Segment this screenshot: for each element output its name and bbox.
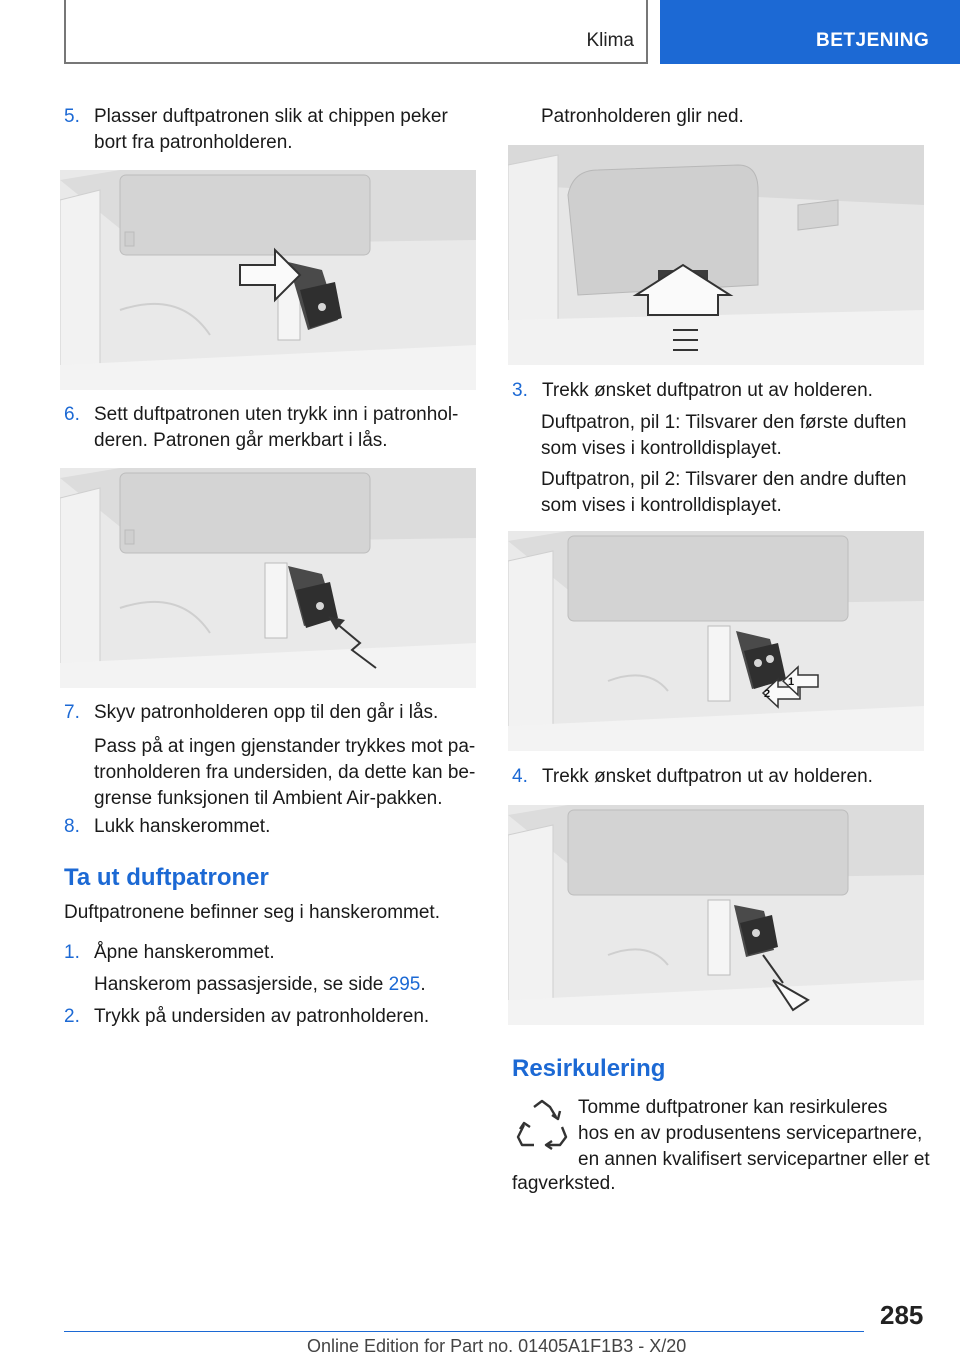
step-number: 3.	[512, 380, 528, 401]
step-text: Trykk på undersiden av patronholderen.	[94, 1006, 430, 1027]
note-text: Hanskerom passasjerside, se side	[94, 974, 389, 995]
step-number: 1.	[64, 942, 80, 963]
note-line: grense funksjonen til Ambient Air-pakken.	[94, 788, 443, 809]
footer-divider	[64, 1331, 864, 1332]
step-3-note-2	[541, 467, 906, 519]
step-5	[64, 104, 484, 156]
footer-edition: Online Edition for Part no. 01405A1F1B3 - X/20	[307, 1336, 687, 1356]
intro-text: Duftpatronene befinner seg i hanskerommet.	[64, 902, 440, 923]
recycle-line: hos en av produsentens servicepartnere,	[578, 1123, 923, 1144]
step-1-note	[94, 972, 426, 998]
step-text: Åpne hanskerommet.	[94, 942, 275, 963]
step-6	[64, 402, 484, 454]
step-text: Trekk ønsket duftpatron ut av holderen.	[542, 380, 873, 401]
page-number: 285	[880, 1300, 924, 1330]
step-4	[512, 764, 942, 790]
note-line: tronholderen fra undersiden, da dette kan be-	[94, 762, 476, 783]
header-chapter-label: BETJENING	[816, 30, 930, 51]
page-link[interactable]: 295	[388, 974, 421, 995]
recycle-line: en annen kvalifisert servicepartner eller et	[578, 1149, 930, 1170]
note-line: som vises i kontrolldisplayet.	[541, 495, 782, 516]
illustration-insert-cartridge	[60, 170, 476, 390]
step-text: Trekk ønsket duftpatron ut av holderen.	[542, 766, 873, 787]
step-text: deren. Patronen går merkbart i lås.	[94, 430, 388, 451]
step-7-note	[94, 734, 475, 812]
note-text: .	[420, 974, 426, 995]
arrow-label-2: 2	[764, 688, 771, 700]
step-number: 4.	[512, 766, 528, 787]
step-1	[64, 940, 484, 966]
recycle-line: Tomme duftpatroner kan resirkuleres	[578, 1097, 888, 1118]
step-text: Sett duftpatronen uten trykk inn i patronhol-	[94, 404, 459, 425]
step-number: 5.	[64, 106, 80, 127]
header-section-title: Klima	[586, 30, 634, 51]
recycle-text	[578, 1095, 930, 1173]
step-8	[64, 814, 484, 840]
recycle-text-last: fagverksted.	[512, 1173, 616, 1194]
recycle-icon	[512, 1097, 572, 1157]
step-number: 6.	[64, 404, 80, 425]
step-3	[512, 378, 942, 404]
note-line: som vises i kontrolldisplayet.	[541, 438, 782, 459]
step-text: Plasser duftpatronen slik at chippen peker	[94, 106, 448, 127]
header-section-box	[64, 0, 648, 64]
step-number: 8.	[64, 816, 80, 837]
note-line: Pass på at ingen gjenstander trykkes mot pa-	[94, 736, 476, 757]
continuation-text: Patronholderen glir ned.	[541, 106, 744, 127]
section-heading-remove: Ta ut duftpatroner	[64, 864, 269, 891]
header-chapter-tab[interactable]	[660, 0, 960, 64]
step-text: Skyv patronholderen opp til den går i lås.	[94, 702, 439, 723]
step-text: Lukk hanskerommet.	[94, 816, 271, 837]
illustration-lock-cartridge	[60, 468, 476, 688]
note-line: Duftpatron, pil 1: Tilsvarer den første duften	[541, 412, 907, 433]
note-line: Duftpatron, pil 2: Tilsvarer den andre duften	[541, 469, 907, 490]
step-text: bort fra patronholderen.	[94, 132, 293, 153]
illustration-arrows-1-2	[508, 531, 924, 751]
step-2	[64, 1004, 484, 1030]
step-number: 7.	[64, 702, 80, 723]
section-heading-recycling: Resirkulering	[512, 1055, 666, 1082]
step-3-note-1	[541, 410, 906, 462]
step-7	[64, 700, 494, 726]
arrow-label-1: 1	[788, 676, 795, 688]
illustration-holder-slides-down	[508, 145, 924, 365]
step-number: 2.	[64, 1006, 80, 1027]
illustration-pull-out-cartridge	[508, 805, 924, 1025]
